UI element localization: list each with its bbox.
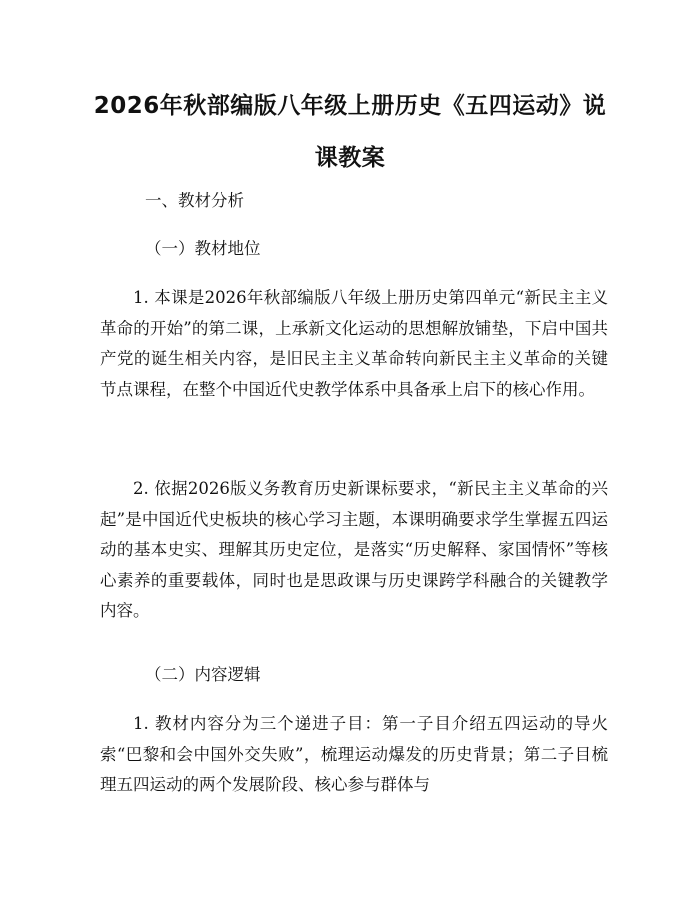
paragraph: 1. 教材内容分为三个递进子目：第一子目介绍五四运动的导火索“巴黎和会中国外交失败”，梳理运动爆发的历史背景；第二子目梳理五四运动的两个发展阶段、核心参与群体与 xyxy=(100,714,608,795)
section-heading: 一、教材分析 xyxy=(145,191,244,210)
document-title: 2026年秋部编版八年级上册历史《五四运动》说课教案 xyxy=(93,93,607,171)
paragraph: 1. 本课是2026年秋部编版八年级上册历史第四单元“新民主主义革命的开始”的第二课，上承新文化运动的思想解放铺垫，下启中国共产党的诞生相关内容，是旧民主主义革命转向新民主主义革命的关键节点课程，在整个中国近代史教学体系中具备承上启下的核心作用。 xyxy=(100,288,608,399)
subsection-heading: （二）内容逻辑 xyxy=(145,665,261,684)
subsection-heading: （一）教材地位 xyxy=(145,239,261,258)
paragraph: 2. 依据2026版义务教育历史新课标要求，“新民主主义革命的兴起”是中国近代史板块的核心学习主题，本课明确要求学生掌握五四运动的基本史实、理解其历史定位，是落实“历史解释、家国情怀”等核心素养的重要载体，同时也是思政课与历史课跨学科融合的关键教学内容。 xyxy=(100,479,608,621)
